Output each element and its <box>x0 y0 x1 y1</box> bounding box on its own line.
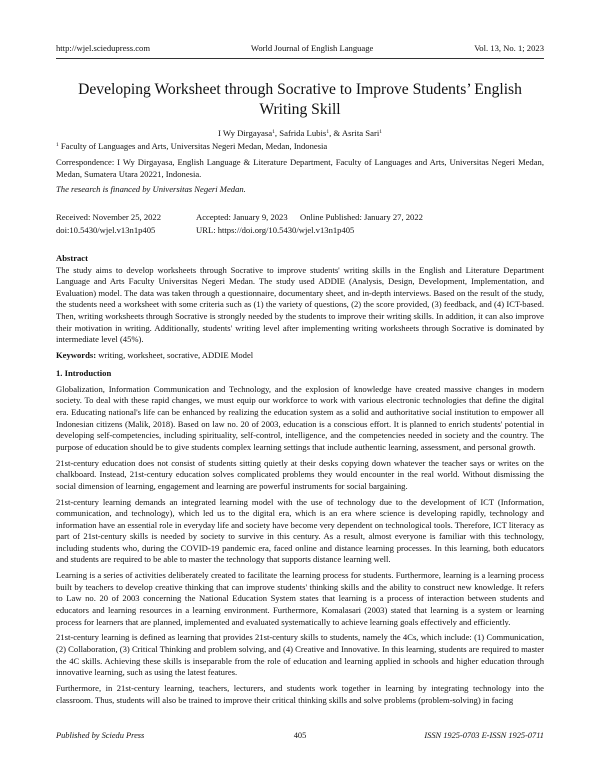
journal-url[interactable]: http://wjel.sciedupress.com <box>56 43 151 53</box>
funding-note: The research is financed by Universitas Negeri Medan. <box>56 184 246 194</box>
intro-paragraph: 21st-century education does not consist of students sitting quietly at their desks copying down whatever the teacher says or writes on the chalkboard. Instead, 21st-century education solves complicated problems they would encounter in the real world. Without dismissing the social dimension of learning, engagement and learning are powerful instruments for social bargaining. <box>56 457 544 491</box>
affiliation-marker: 1 <box>56 142 59 148</box>
article-title: Developing Worksheet through Socrative to Improve Students’ English Writing Skill <box>78 81 522 118</box>
author-separator: , & <box>329 128 342 138</box>
author-1: I Wy Dirgayasa <box>217 128 273 138</box>
author-list <box>56 128 544 138</box>
author-1-affil: 1 <box>272 129 275 135</box>
volume-info: Vol. 13, No. 1; 2023 <box>474 43 544 53</box>
affiliation <box>56 141 544 153</box>
publisher: Published by Sciedu Press <box>56 731 145 740</box>
intro-paragraph: Furthermore, in 21st-century learning, teachers, lecturers, and students work together in learning by integrating technology into the classroom. Thus, students will also be trained to improve their critical thinking skills and solve problems (problem-solving) in facing <box>56 682 544 705</box>
abstract-heading: Abstract <box>56 253 88 263</box>
abstract-section <box>56 253 544 366</box>
author-separator: , <box>274 128 280 138</box>
keywords-text: writing, worksheet, socrative, ADDIE Model <box>96 349 254 360</box>
abstract-text: The study aims to develop worksheets through Socrative to improve students' writing skills in the English and Literature Department Language and Arts Faculty Universitas Negeri Medan. The study used ADDIE (Analysis, Design, Development, Implementation, and Evaluation) model. The data was taken through a questionnaire, documentary sheet, and in-depth interviews. Based on the result of the study, the students need a worksheet with some criteria such as (1) the variety of questions, (2) the score provided, (3) feedback, and (4) ICT-based. Then, writing worksheets through Socrative is strongly needed by the students to improve their writing skills. In addition, it can also improve their motivation in writing. Additionally, students' writing level after implementing writing worksheets through Socrative is dominated by intermediate level (45%). <box>56 264 544 345</box>
correspondence: Correspondence: I Wy Dirgayasa, English Language & Literature Department, Faculty of Languages and Arts, Universitas Negeri Medan, Medan, Sumatera Utara 20221, Indonesia. <box>56 157 544 179</box>
journal-name: World Journal of English Language <box>250 43 374 53</box>
doi[interactable]: doi:10.5430/wjel.v13n1p405 <box>56 225 156 235</box>
author-2-affil: 1 <box>326 129 330 135</box>
page-footer <box>56 731 544 740</box>
introduction-section <box>56 368 544 710</box>
keywords <box>56 350 544 362</box>
accepted-date: Accepted: January 9, 2023 <box>196 212 288 222</box>
received-date: Received: November 25, 2022 <box>56 212 162 222</box>
intro-paragraph: Learning is a series of activities deliberately created to facilitate the learning process for students. Furthermore, learning is a learning process built by teachers to develop creative thinking that can improve students' thinking skills and the ability to construct new knowledge. It refers to Law no. 20 of 2003 concerning the National Education System states that learning is a process of interaction between students and educators and learning resources in a learning environment. Furthermore, Komalasari (2003) stated that learning is a system or learning process for learners that are planned, implemented and evaluated systematically to achieve learning goals effectively and efficiently. <box>56 570 544 627</box>
author-2: Safrida Lubis <box>279 128 327 138</box>
published-date: Online Published: January 27, 2022 <box>300 212 423 222</box>
intro-paragraph: 21st-century learning demands an integrated learning model with the use of technology due to the development of ICT (Information, communication, and technology), which led us to the digital era, which is an era where science is developing rapidly, technology and information have an essential role in everyday life and society have become very dependent on technological tools. Therefore, ICT literacy as part of 21st-century skills is needed by society to survive in this century. As a result, almost everyone is familiar with this technology, including students who, during the COVID-19 pandemic era, faced online and distance learning processes. In this learning, both educators and students are required to be able to master the technology that supports distance learning well. <box>56 496 544 565</box>
intro-paragraph: Globalization, Information Communication and Technology, and the explosion of knowledge have created massive changes in modern society. To deal with these rapid changes, we must equip our workforce to work with various electronic technologies that define the digital era. Educating national's life can be enhanced by realizing the education system as a solid and authoritative social institution to empower all Indonesian citizens (Malik, 2018). Based on law no. 20 of 2003, education is a conscious effort. It is planned to enrich students' potential in developing self-competencies, including spirituality, self-control, intelligence, and the competencies needed in society and the country. The purpose of education should be to give students complex learning settings that include authentic learning, assessment, and personal growth. <box>56 383 544 452</box>
intro-paragraph: 21st-century learning is defined as learning that provides 21st-century skills to students, namely the 4Cs, which include: (1) Communication, (2) Collaboration, (3) Critical Thinking and problem solving, and (4) Creative and Innovative. In this learning, students are required to master the 4C skills. Achieving these skills is inseparable from the role of education and learning applied in schools and higher education through innovative learning, such as using the latest features. <box>56 632 544 678</box>
keywords-label: Keywords: <box>56 349 97 360</box>
introduction-heading: 1. Introduction <box>56 368 112 378</box>
author-3-affil: 1 <box>379 129 383 135</box>
doi-url[interactable]: URL: https://doi.org/10.5430/wjel.v13n1p405 <box>196 225 355 235</box>
author-3: Asrita Sari <box>341 128 380 138</box>
page-number: 405 <box>293 731 307 740</box>
issn: ISSN 1925-0703 E-ISSN 1925-0711 <box>424 731 544 740</box>
affiliation-text: Faculty of Languages and Arts, Universitas Negeri Medan, Medan, Indonesia <box>58 141 328 151</box>
running-header <box>56 43 544 57</box>
header-rule <box>56 58 544 59</box>
